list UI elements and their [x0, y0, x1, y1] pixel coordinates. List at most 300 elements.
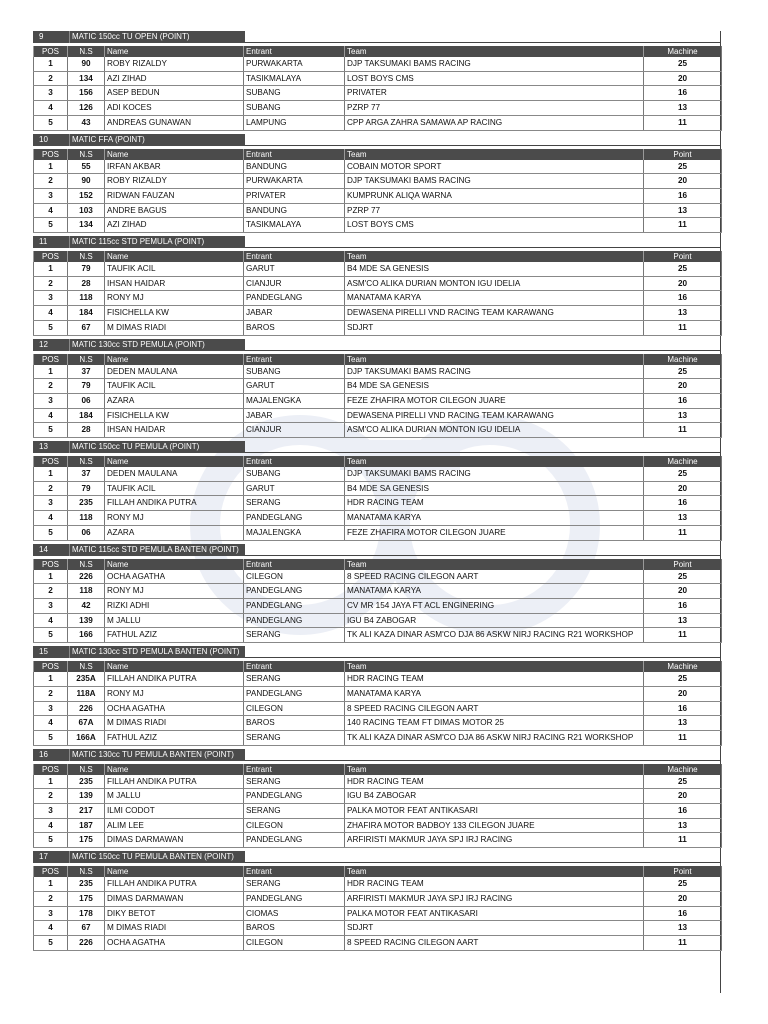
team-cell: HDR RACING TEAM [345, 496, 644, 511]
team-cell: HDR RACING TEAM [345, 672, 644, 686]
score-cell: 16 [644, 86, 722, 101]
table-row [34, 789, 722, 804]
race-title-bar [33, 851, 721, 863]
name-cell: TAUFIK ACIL [105, 379, 244, 394]
entrant-cell: PANDEGLANG [244, 613, 345, 628]
team-cell: FEZE ZHAFIRA MOTOR CILEGON JUARE [345, 525, 644, 540]
pos-cell: 5 [34, 525, 68, 540]
race-section [33, 441, 721, 544]
column-header-entrant: Entrant [244, 149, 345, 160]
column-header-score: Machine [644, 46, 722, 57]
column-header-score: Point [644, 559, 722, 570]
ns-cell: 67 [68, 921, 105, 936]
race-title: MATIC 115cc STD PEMULA BANTEN (POINT) [69, 544, 245, 556]
score-cell: 20 [644, 481, 722, 496]
race-number: 10 [33, 134, 69, 146]
pos-cell: 3 [34, 598, 68, 613]
team-cell: FEZE ZHAFIRA MOTOR CILEGON JUARE [345, 393, 644, 408]
name-cell: FILLAH ANDIKA PUTRA [105, 775, 244, 789]
pos-cell: 4 [34, 203, 68, 218]
pos-cell: 3 [34, 86, 68, 101]
entrant-cell: PURWAKARTA [244, 57, 345, 71]
race-title-bar [33, 31, 721, 43]
column-header-pos: POS [34, 559, 68, 570]
ns-cell: 67 [68, 320, 105, 335]
score-cell: 16 [644, 393, 722, 408]
score-cell: 25 [644, 877, 722, 891]
title-underline [245, 851, 721, 863]
table-row [34, 877, 722, 891]
entrant-cell: PURWAKARTA [244, 174, 345, 189]
column-header-entrant: Entrant [244, 354, 345, 365]
column-header-team: Team [345, 251, 644, 262]
race-title: MATIC FFA (POINT) [69, 134, 245, 146]
column-header-name: Name [105, 764, 244, 775]
pos-cell: 5 [34, 115, 68, 130]
name-cell: ROBY RIZALDY [105, 57, 244, 71]
team-cell: COBAIN MOTOR SPORT [345, 160, 644, 174]
table-header-row [34, 456, 722, 467]
race-section [33, 134, 721, 237]
pos-cell: 2 [34, 481, 68, 496]
race-title: MATIC 130cc STD PEMULA (POINT) [69, 339, 245, 351]
column-header-team: Team [345, 661, 644, 672]
pos-cell: 4 [34, 921, 68, 936]
name-cell: FATHUL AZIZ [105, 730, 244, 745]
column-header-score: Point [644, 149, 722, 160]
team-cell: CPP ARGA ZAHRA SAMAWA AP RACING [345, 115, 644, 130]
race-title-bar [33, 544, 721, 556]
name-cell: AZI ZIHAD [105, 218, 244, 233]
name-cell: RONY MJ [105, 686, 244, 701]
ns-cell: 235 [68, 496, 105, 511]
table-row [34, 467, 722, 481]
results-table [33, 559, 722, 644]
pos-cell: 1 [34, 467, 68, 481]
column-header-name: Name [105, 456, 244, 467]
table-row [34, 365, 722, 379]
column-header-ns: N.S [68, 149, 105, 160]
column-header-name: Name [105, 866, 244, 877]
name-cell: AZARA [105, 393, 244, 408]
race-number: 12 [33, 339, 69, 351]
pos-cell: 2 [34, 174, 68, 189]
score-cell: 25 [644, 160, 722, 174]
ns-cell: 118A [68, 686, 105, 701]
entrant-cell: MAJALENGKA [244, 525, 345, 540]
name-cell: IHSAN HAIDAR [105, 276, 244, 291]
score-cell: 25 [644, 672, 722, 686]
race-section [33, 749, 721, 852]
table-header-row [34, 354, 722, 365]
ns-cell: 90 [68, 174, 105, 189]
column-header-pos: POS [34, 456, 68, 467]
race-number: 16 [33, 749, 69, 761]
table-header-row [34, 149, 722, 160]
team-cell: PALKA MOTOR FEAT ANTIKASARI [345, 804, 644, 819]
pos-cell: 1 [34, 570, 68, 584]
team-cell: TK ALI KAZA DINAR ASM'CO DJA 86 ASKW NIRJ RACING R21 WORKSHOP [345, 628, 644, 643]
column-header-score: Machine [644, 661, 722, 672]
pos-cell: 5 [34, 628, 68, 643]
team-cell: TK ALI KAZA DINAR ASM'CO DJA 86 ASKW NIRJ RACING R21 WORKSHOP [345, 730, 644, 745]
pos-cell: 3 [34, 393, 68, 408]
column-header-pos: POS [34, 764, 68, 775]
name-cell: ANDRE BAGUS [105, 203, 244, 218]
team-cell: SDJRT [345, 320, 644, 335]
name-cell: RONY MJ [105, 291, 244, 306]
column-header-pos: POS [34, 354, 68, 365]
entrant-cell: JABAR [244, 306, 345, 321]
race-number: 11 [33, 236, 69, 248]
race-section [33, 544, 721, 647]
race-section [33, 646, 721, 749]
entrant-cell: TASIKMALAYA [244, 218, 345, 233]
ns-cell: 55 [68, 160, 105, 174]
ns-cell: 06 [68, 525, 105, 540]
pos-cell: 4 [34, 101, 68, 116]
ns-cell: 42 [68, 598, 105, 613]
column-header-name: Name [105, 46, 244, 57]
results-table [33, 251, 722, 336]
column-header-team: Team [345, 456, 644, 467]
name-cell: OCHA AGATHA [105, 935, 244, 950]
team-cell: HDR RACING TEAM [345, 775, 644, 789]
entrant-cell: BAROS [244, 716, 345, 731]
race-number: 9 [33, 31, 69, 43]
table-row [34, 672, 722, 686]
table-row [34, 598, 722, 613]
table-row [34, 833, 722, 848]
column-header-pos: POS [34, 866, 68, 877]
column-header-score: Machine [644, 456, 722, 467]
column-header-ns: N.S [68, 354, 105, 365]
column-header-score: Machine [644, 764, 722, 775]
score-cell: 20 [644, 71, 722, 86]
pos-cell: 1 [34, 365, 68, 379]
ns-cell: 235 [68, 775, 105, 789]
team-cell: MANATAMA KARYA [345, 511, 644, 526]
team-cell: DEWASENA PIRELLI VND RACING TEAM KARAWANG [345, 306, 644, 321]
table-row [34, 306, 722, 321]
title-underline [245, 236, 721, 248]
score-cell: 16 [644, 701, 722, 716]
ns-cell: 139 [68, 613, 105, 628]
table-row [34, 57, 722, 71]
table-row [34, 730, 722, 745]
team-cell: 8 SPEED RACING CILEGON AART [345, 701, 644, 716]
entrant-cell: PANDEGLANG [244, 891, 345, 906]
pos-cell: 5 [34, 423, 68, 438]
pos-cell: 1 [34, 672, 68, 686]
ns-cell: 166 [68, 628, 105, 643]
table-row [34, 291, 722, 306]
entrant-cell: PANDEGLANG [244, 789, 345, 804]
table-row [34, 525, 722, 540]
entrant-cell: GARUT [244, 481, 345, 496]
name-cell: M JALLU [105, 789, 244, 804]
race-section [33, 851, 721, 954]
race-number: 15 [33, 646, 69, 658]
column-header-score: Point [644, 866, 722, 877]
pos-cell: 3 [34, 701, 68, 716]
column-header-name: Name [105, 149, 244, 160]
entrant-cell: JABAR [244, 408, 345, 423]
ns-cell: 226 [68, 935, 105, 950]
name-cell: TAUFIK ACIL [105, 481, 244, 496]
ns-cell: 139 [68, 789, 105, 804]
table-header-row [34, 251, 722, 262]
table-row [34, 393, 722, 408]
table-row [34, 203, 722, 218]
score-cell: 25 [644, 262, 722, 276]
entrant-cell: SUBANG [244, 101, 345, 116]
score-cell: 11 [644, 730, 722, 745]
entrant-cell: SERANG [244, 804, 345, 819]
ns-cell: 235 [68, 877, 105, 891]
pos-cell: 1 [34, 57, 68, 71]
team-cell: PALKA MOTOR FEAT ANTIKASARI [345, 906, 644, 921]
entrant-cell: CILEGON [244, 818, 345, 833]
column-header-name: Name [105, 354, 244, 365]
name-cell: FATHUL AZIZ [105, 628, 244, 643]
score-cell: 13 [644, 716, 722, 731]
column-header-pos: POS [34, 46, 68, 57]
ns-cell: 226 [68, 570, 105, 584]
ns-cell: 134 [68, 71, 105, 86]
title-underline [245, 544, 721, 556]
entrant-cell: CIANJUR [244, 276, 345, 291]
table-row [34, 423, 722, 438]
score-cell: 13 [644, 921, 722, 936]
score-cell: 11 [644, 115, 722, 130]
ns-cell: 126 [68, 101, 105, 116]
score-cell: 13 [644, 306, 722, 321]
table-row [34, 188, 722, 203]
column-header-entrant: Entrant [244, 456, 345, 467]
ns-cell: 79 [68, 262, 105, 276]
column-header-entrant: Entrant [244, 559, 345, 570]
pos-cell: 1 [34, 775, 68, 789]
score-cell: 11 [644, 218, 722, 233]
race-title-bar [33, 749, 721, 761]
table-row [34, 408, 722, 423]
pos-cell: 4 [34, 818, 68, 833]
race-title-bar [33, 236, 721, 248]
team-cell: HDR RACING TEAM [345, 877, 644, 891]
score-cell: 20 [644, 891, 722, 906]
results-table [33, 46, 722, 131]
entrant-cell: CIOMAS [244, 906, 345, 921]
pos-cell: 4 [34, 408, 68, 423]
name-cell: M DIMAS RIADI [105, 921, 244, 936]
pos-cell: 1 [34, 262, 68, 276]
ns-cell: 184 [68, 306, 105, 321]
pos-cell: 2 [34, 71, 68, 86]
entrant-cell: PANDEGLANG [244, 686, 345, 701]
team-cell: ASM'CO ALIKA DURIAN MONTON IGU IDELIA [345, 276, 644, 291]
name-cell: IHSAN HAIDAR [105, 423, 244, 438]
score-cell: 11 [644, 935, 722, 950]
ns-cell: 118 [68, 511, 105, 526]
pos-cell: 3 [34, 291, 68, 306]
team-cell: ARFIRISTI MAKMUR JAYA SPJ IRJ RACING [345, 833, 644, 848]
entrant-cell: BANDUNG [244, 160, 345, 174]
title-underline [245, 339, 721, 351]
ns-cell: 43 [68, 115, 105, 130]
ns-cell: 37 [68, 365, 105, 379]
team-cell: IGU B4 ZABOGAR [345, 789, 644, 804]
team-cell: DJP TAKSUMAKI BAMS RACING [345, 57, 644, 71]
score-cell: 25 [644, 365, 722, 379]
pos-cell: 2 [34, 686, 68, 701]
column-header-team: Team [345, 866, 644, 877]
team-cell: ASM'CO ALIKA DURIAN MONTON IGU IDELIA [345, 423, 644, 438]
column-header-name: Name [105, 661, 244, 672]
team-cell: DJP TAKSUMAKI BAMS RACING [345, 365, 644, 379]
ns-cell: 184 [68, 408, 105, 423]
ns-cell: 37 [68, 467, 105, 481]
table-row [34, 320, 722, 335]
table-row [34, 804, 722, 819]
race-title: MATIC 150cc TU PEMULA (POINT) [69, 441, 245, 453]
race-title: MATIC 115cc STD PEMULA (POINT) [69, 236, 245, 248]
column-header-entrant: Entrant [244, 866, 345, 877]
pos-cell: 5 [34, 320, 68, 335]
name-cell: FILLAH ANDIKA PUTRA [105, 672, 244, 686]
ns-cell: 118 [68, 291, 105, 306]
name-cell: RONY MJ [105, 511, 244, 526]
ns-cell: 118 [68, 584, 105, 599]
column-header-ns: N.S [68, 456, 105, 467]
pos-cell: 3 [34, 188, 68, 203]
column-header-team: Team [345, 764, 644, 775]
score-cell: 16 [644, 496, 722, 511]
name-cell: DEDEN MAULANA [105, 365, 244, 379]
name-cell: TAUFIK ACIL [105, 262, 244, 276]
score-cell: 11 [644, 628, 722, 643]
column-header-score: Machine [644, 354, 722, 365]
score-cell: 13 [644, 101, 722, 116]
pos-cell: 5 [34, 730, 68, 745]
pos-cell: 5 [34, 833, 68, 848]
name-cell: RONY MJ [105, 584, 244, 599]
team-cell: PZRP 77 [345, 101, 644, 116]
entrant-cell: TASIKMALAYA [244, 71, 345, 86]
column-header-entrant: Entrant [244, 251, 345, 262]
column-header-entrant: Entrant [244, 764, 345, 775]
score-cell: 20 [644, 789, 722, 804]
score-cell: 16 [644, 291, 722, 306]
pos-cell: 3 [34, 906, 68, 921]
team-cell: IGU B4 ZABOGAR [345, 613, 644, 628]
ns-cell: 134 [68, 218, 105, 233]
race-title-bar [33, 441, 721, 453]
name-cell: FILLAH ANDIKA PUTRA [105, 496, 244, 511]
entrant-cell: BAROS [244, 320, 345, 335]
table-row [34, 511, 722, 526]
table-header-row [34, 559, 722, 570]
ns-cell: 156 [68, 86, 105, 101]
race-title-bar [33, 339, 721, 351]
table-row [34, 818, 722, 833]
column-header-name: Name [105, 251, 244, 262]
table-row [34, 935, 722, 950]
name-cell: M JALLU [105, 613, 244, 628]
team-cell: 8 SPEED RACING CILEGON AART [345, 570, 644, 584]
score-cell: 13 [644, 818, 722, 833]
table-row [34, 218, 722, 233]
entrant-cell: MAJALENGKA [244, 393, 345, 408]
score-cell: 11 [644, 423, 722, 438]
pos-cell: 5 [34, 935, 68, 950]
name-cell: M DIMAS RIADI [105, 320, 244, 335]
team-cell: 140 RACING TEAM FT DIMAS MOTOR 25 [345, 716, 644, 731]
results-table [33, 661, 722, 746]
table-row [34, 584, 722, 599]
column-header-team: Team [345, 46, 644, 57]
pos-cell: 4 [34, 716, 68, 731]
title-underline [245, 134, 721, 146]
race-title: MATIC 150cc TU OPEN (POINT) [69, 31, 245, 43]
table-header-row [34, 661, 722, 672]
race-title-bar [33, 134, 721, 146]
column-header-team: Team [345, 149, 644, 160]
name-cell: DIKY BETOT [105, 906, 244, 921]
score-cell: 11 [644, 833, 722, 848]
table-row [34, 115, 722, 130]
ns-cell: 166A [68, 730, 105, 745]
table-row [34, 86, 722, 101]
column-header-score: Point [644, 251, 722, 262]
name-cell: RIDWAN FAUZAN [105, 188, 244, 203]
entrant-cell: SUBANG [244, 86, 345, 101]
results-sheet [33, 31, 721, 954]
column-header-team: Team [345, 354, 644, 365]
ns-cell: 06 [68, 393, 105, 408]
name-cell: M DIMAS RIADI [105, 716, 244, 731]
team-cell: PZRP 77 [345, 203, 644, 218]
entrant-cell: PANDEGLANG [244, 291, 345, 306]
name-cell: FILLAH ANDIKA PUTRA [105, 877, 244, 891]
team-cell: DEWASENA PIRELLI VND RACING TEAM KARAWANG [345, 408, 644, 423]
ns-cell: 175 [68, 833, 105, 848]
table-row [34, 701, 722, 716]
table-row [34, 262, 722, 276]
team-cell: MANATAMA KARYA [345, 686, 644, 701]
name-cell: ADI KOCES [105, 101, 244, 116]
entrant-cell: PANDEGLANG [244, 511, 345, 526]
team-cell: MANATAMA KARYA [345, 291, 644, 306]
pos-cell: 3 [34, 496, 68, 511]
name-cell: DIMAS DARMAWAN [105, 891, 244, 906]
entrant-cell: GARUT [244, 262, 345, 276]
team-cell: LOST BOYS CMS [345, 71, 644, 86]
results-table [33, 764, 722, 849]
entrant-cell: SUBANG [244, 365, 345, 379]
entrant-cell: CILEGON [244, 701, 345, 716]
score-cell: 20 [644, 584, 722, 599]
column-header-entrant: Entrant [244, 46, 345, 57]
pos-cell: 4 [34, 306, 68, 321]
team-cell: ARFIRISTI MAKMUR JAYA SPJ IRJ RACING [345, 891, 644, 906]
ns-cell: 226 [68, 701, 105, 716]
pos-cell: 2 [34, 584, 68, 599]
results-table [33, 866, 722, 951]
pos-cell: 1 [34, 160, 68, 174]
race-section [33, 31, 721, 134]
table-header-row [34, 764, 722, 775]
